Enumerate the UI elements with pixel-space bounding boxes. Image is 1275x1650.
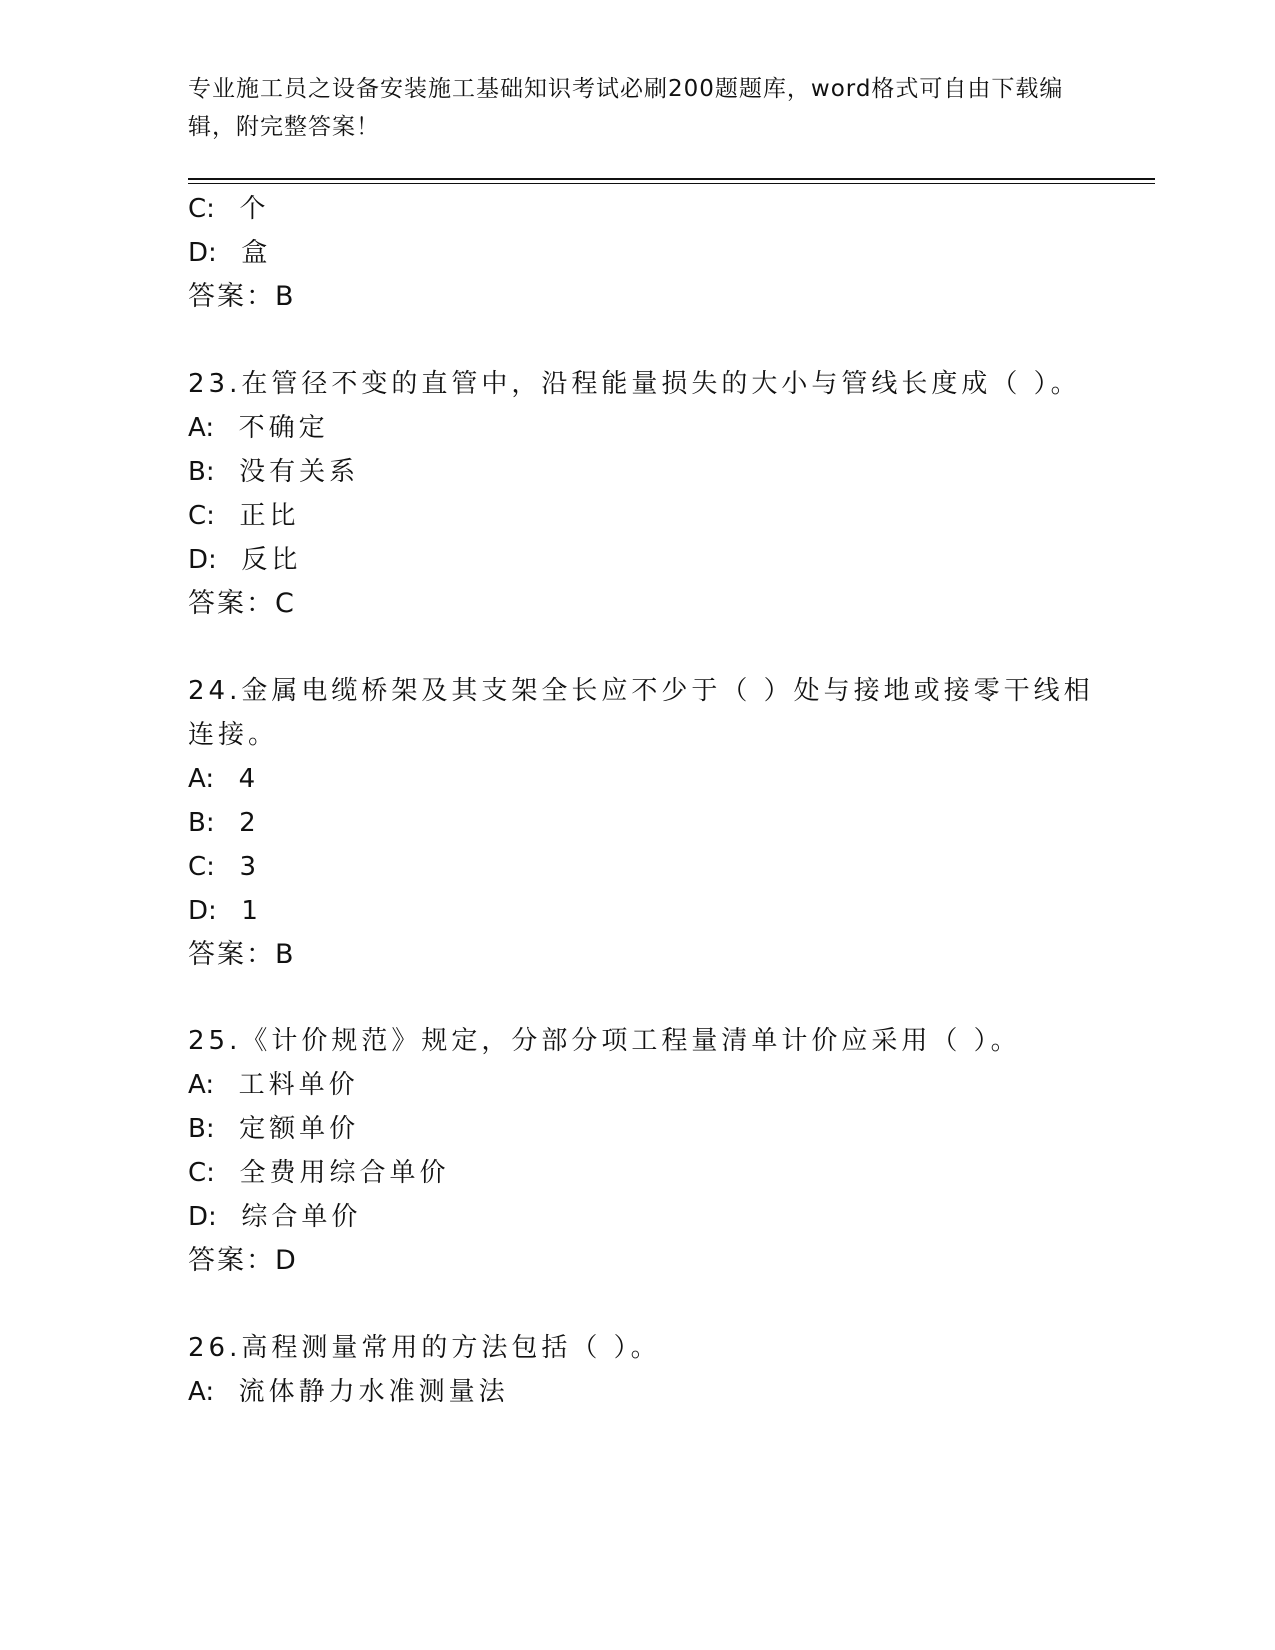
- question-24-stem-line2: 连接。: [188, 720, 279, 750]
- question-26-stem: 26.高程测量常用的方法包括（ ）。: [188, 1333, 661, 1363]
- question-23-answer: 答案：C: [188, 588, 296, 619]
- question-25-option-c: C: 全费用综合单价: [188, 1158, 450, 1188]
- question-23-option-a: A: 不确定: [188, 413, 329, 443]
- question-26-option-a: A: 流体静力水准测量法: [188, 1377, 509, 1407]
- question-23-stem: 23.在管径不变的直管中，沿程能量损失的大小与管线长度成（ ）。: [188, 369, 1081, 399]
- question-25-stem: 25.《计价规范》规定，分部分项工程量清单计价应采用（ ）。: [188, 1026, 1021, 1056]
- question-23-option-d: D: 反比: [188, 545, 302, 575]
- document-header: 专业施工员之设备安装施工基础知识考试必刷200题题库，word格式可自由下载编辑，附完整答案！: [188, 76, 1064, 140]
- header-divider-thin: [188, 183, 1155, 184]
- header-divider-thick: [188, 178, 1155, 180]
- question-25-option-d: D: 综合单价: [188, 1202, 362, 1232]
- question-24-option-a: A: 4: [188, 764, 260, 794]
- option-d: D: 盒: [188, 238, 272, 268]
- question-23-option-c: C: 正比: [188, 501, 300, 531]
- question-25-option-a: A: 工料单价: [188, 1070, 359, 1100]
- option-c: C: 个: [188, 194, 270, 224]
- question-24-stem-line1: 24.金属电缆桥架及其支架全长应不少于（ ）处与接地或接零干线相: [188, 676, 1094, 706]
- question-24-option-d: D: 1: [188, 896, 262, 926]
- question-23-option-b: B: 没有关系: [188, 457, 360, 487]
- question-25-answer: 答案：D: [188, 1245, 298, 1276]
- question-24-answer: 答案：B: [188, 939, 296, 970]
- question-24-option-b: B: 2: [188, 808, 260, 838]
- question-25-option-b: B: 定额单价: [188, 1114, 360, 1144]
- question-24-option-c: C: 3: [188, 852, 260, 882]
- answer-line: 答案：B: [188, 281, 296, 312]
